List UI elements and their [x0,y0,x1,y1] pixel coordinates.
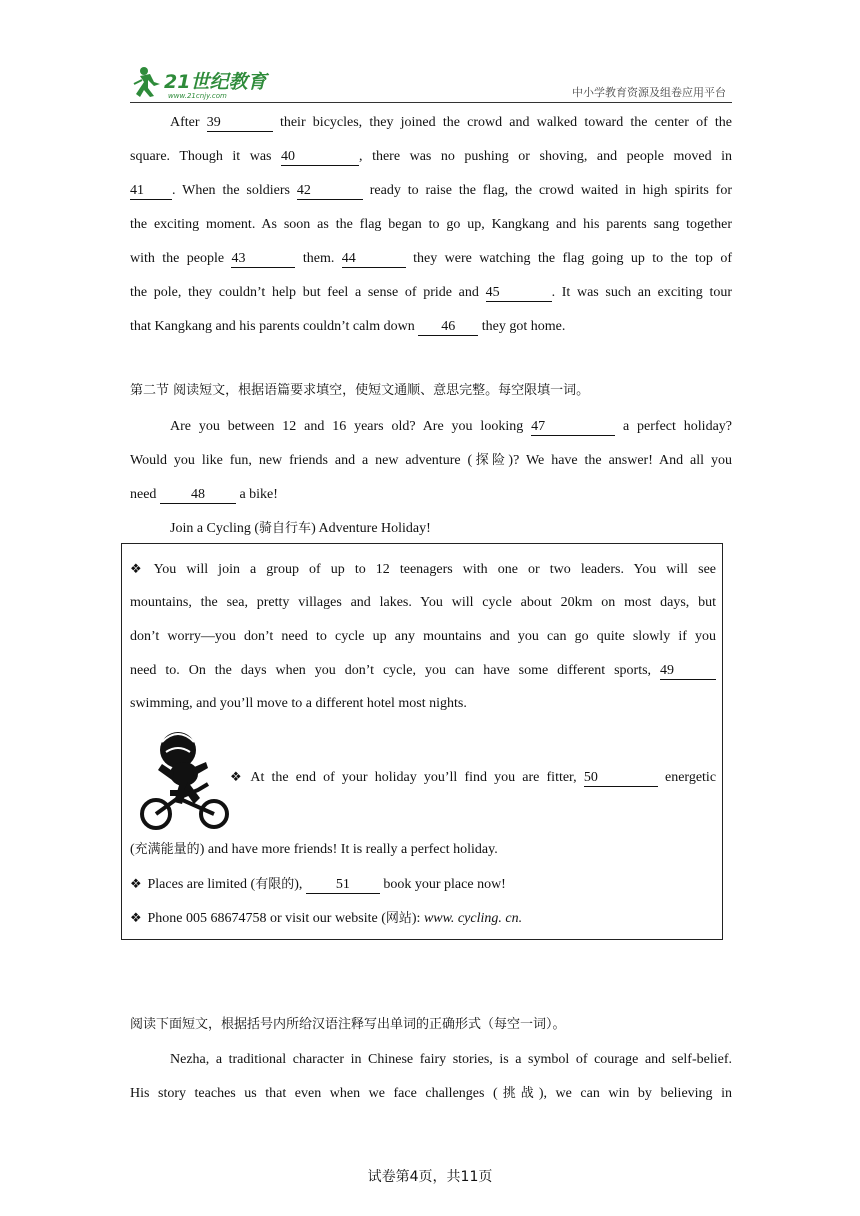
ad-line: mountains, the sea, pretty villages and lakes. You will cycle about 20km on most days, but [130,595,716,610]
passage-line: His story teaches us that even when we face challenges (挑战), we can win by believing in [130,1086,732,1101]
passage-line: the pole, they couldn’t help but feel a sense of pride and 45 . It was such an exciting tour [130,285,732,300]
blank-39[interactable]: 39 [207,115,273,132]
section-heading: 阅读下面短文，根据括号内所给汉语注释写出单词的正确形式（每空一词）。 [130,1017,566,1032]
svg-text:www.21cnjy.com: www.21cnjy.com [168,92,227,100]
ad-line: ❖ At the end of your holiday you’ll find you are fitter, 50 energetic [230,769,717,785]
blank-42[interactable]: 42 [297,183,363,200]
passage-line: 41 . When the soldiers 42 ready to raise the flag, the crowd waited in high spirits for [130,183,733,198]
diamond-bullet-icon: ❖ [130,910,142,925]
ad-box [121,543,723,940]
passage-line: Are you between 12 and 16 years old? Are you looking 47 a perfect holiday? [170,419,732,434]
cyclist-image [134,724,230,832]
ad-line: ❖ You will join a group of up to 12 teenagers with one or two leaders. You will see [130,561,717,577]
logo-21cnjy [130,62,290,102]
svg-text:21世纪教育: 21世纪教育 [164,71,267,93]
passage-line: the exciting moment. As soon as the flag began to go up, Kangkang and his parents sang together [130,217,732,232]
section-heading: 第二节 阅读短文，根据语篇要求填空，使短文通顺、意思完整。每空限填一词。 [130,383,590,398]
blank-43[interactable]: 43 [231,251,295,268]
passage-line: square. Though it was 40 , there was no pushing or shoving, and people moved in [130,149,733,164]
website-link[interactable]: www. cycling. cn. [423,911,523,926]
header-platform-text: 中小学教育资源及组卷应用平台 [572,86,726,99]
diamond-bullet-icon: ❖ [130,876,142,891]
ad-line: (充满能量的) and have more friends! It is really a perfect holiday. [130,842,498,857]
passage-line: After 39 their bicycles, they joined the crowd and walked toward the center of the [170,115,733,130]
passage-line: need 48 a bike! [130,487,278,502]
ad-line: ❖ Places are limited (有限的), 51 book your place now! [130,876,506,892]
blank-51[interactable]: 51 [306,877,380,894]
blank-46[interactable]: 46 [418,319,478,336]
ad-line: ❖ Phone 005 68674758 or visit our website (网站): www. cycling. cn. [130,910,523,926]
blank-50[interactable]: 50 [584,770,658,787]
blank-48[interactable]: 48 [160,487,236,504]
page-header [130,62,732,103]
diamond-bullet-icon: ❖ [230,769,242,784]
blank-47[interactable]: 47 [531,419,615,436]
ad-line: need to. On the days when you don’t cycle, you can have some different sports, 49 [130,662,716,680]
ad-line: swimming, and you’ll move to a different hotel most nights. [130,696,467,711]
ad-line: don’t worry—you don’t need to cycle up any mountains and you can go quite slowly if you [130,629,716,644]
passage-line: Nezha, a traditional character in Chinese fairy stories, is a symbol of courage and self-belief. [170,1052,732,1067]
ad-title: Join a Cycling (骑自行车) Adventure Holiday! [170,521,431,536]
blank-40[interactable]: 40 [281,149,359,166]
passage-line: Would you like fun, new friends and a new adventure (探险)? We have the answer! And all you [130,453,732,468]
blank-44[interactable]: 44 [342,251,406,268]
blank-41[interactable]: 41 [130,183,172,200]
passage-line: that Kangkang and his parents couldn’t calm down 46 they got home. [130,319,566,334]
blank-45[interactable]: 45 [486,285,552,302]
diamond-bullet-icon: ❖ [130,561,142,576]
blank-49[interactable]: 49 [660,663,716,680]
passage-line: with the people 43 them. 44 they were watching the flag going up to the top of [130,251,732,266]
page-number: 试卷第4页，共11页 [367,1169,493,1185]
